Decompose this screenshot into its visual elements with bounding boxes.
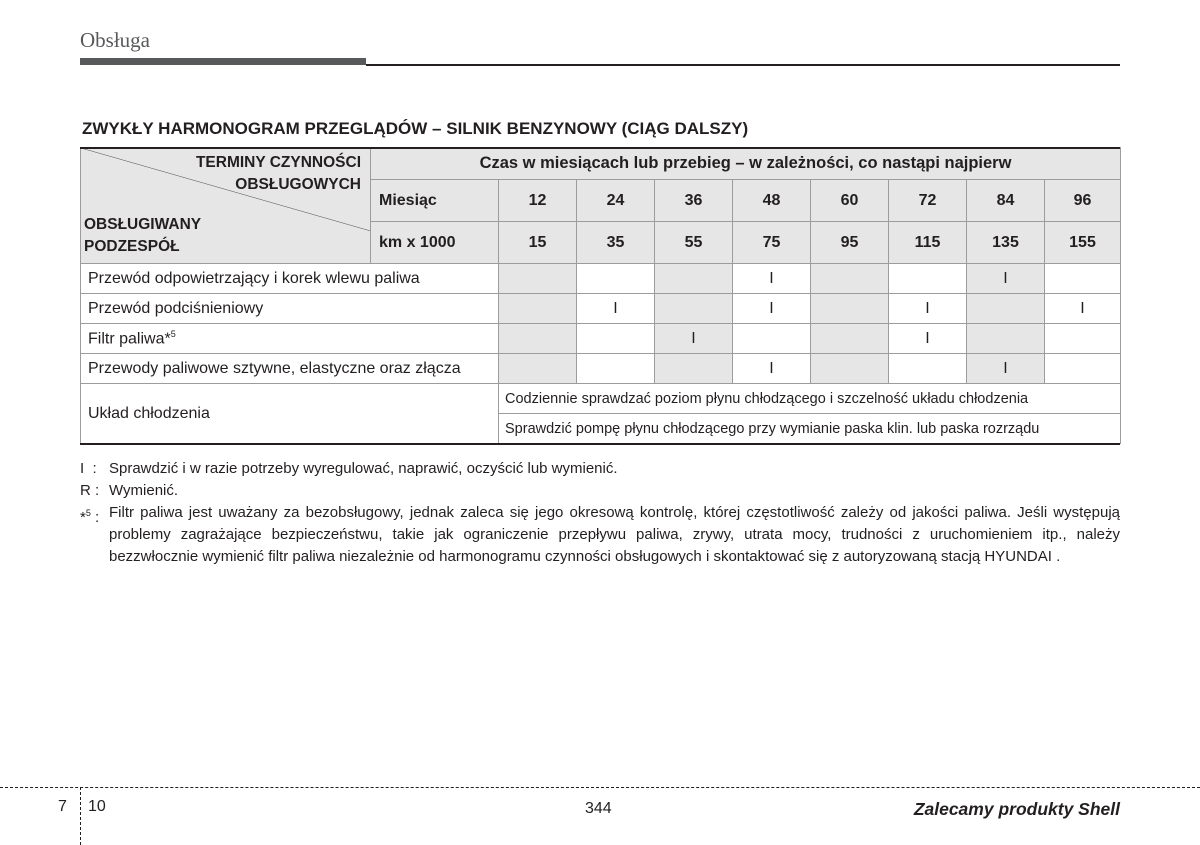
footnote-marker: 5 <box>170 328 176 339</box>
km-label: km x 1000 <box>371 222 499 264</box>
month-value: 84 <box>967 180 1045 222</box>
km-value: 155 <box>1045 222 1121 264</box>
schedule-cell <box>811 264 889 294</box>
month-value: 72 <box>889 180 967 222</box>
row-label-text: Filtr paliwa* <box>88 330 171 348</box>
chapter-number: 7 <box>58 798 67 815</box>
legend-notes <box>80 458 1120 568</box>
legend-item <box>80 480 1120 502</box>
km-value: 75 <box>733 222 811 264</box>
schedule-cell <box>889 264 967 294</box>
row-label: Przewód podciśnieniowy <box>81 294 499 324</box>
legend-key <box>80 502 109 568</box>
schedule-cell: I <box>733 294 811 324</box>
component-header-line1: OBSŁUGIWANY <box>84 216 202 233</box>
km-value: 95 <box>811 222 889 264</box>
table-row <box>81 294 1121 324</box>
schedule-header-line1: TERMINY CZYNNOŚCI <box>195 154 361 171</box>
month-value: 48 <box>733 180 811 222</box>
table-top-border <box>80 147 1120 149</box>
legend-key <box>80 458 109 480</box>
schedule-cell <box>889 354 967 384</box>
page-number: 10 <box>88 798 106 815</box>
legend-item <box>80 458 1120 480</box>
table-title: ZWYKŁY HARMONOGRAM PRZEGLĄDÓW – SILNIK BENZYNOWY (CIĄG DALSZY) <box>82 119 749 138</box>
schedule-cell: I <box>733 264 811 294</box>
schedule-cell <box>811 294 889 324</box>
schedule-cell <box>1045 324 1121 354</box>
km-value: 115 <box>889 222 967 264</box>
schedule-cell <box>811 354 889 384</box>
interval-span-header: Czas w miesiącach lub przebieg – w zależności, co nastąpi najpierw <box>371 148 1121 180</box>
schedule-cell: I <box>889 294 967 324</box>
footer-slogan: Zalecamy produkty Shell <box>913 799 1120 819</box>
schedule-cell <box>1045 354 1121 384</box>
legend-text: Sprawdzić i w razie potrzeby wyregulować, naprawić, oczyścić lub wymienić. <box>109 460 618 477</box>
schedule-cell <box>499 324 577 354</box>
schedule-cell: I <box>889 324 967 354</box>
component-header-label <box>84 214 201 258</box>
schedule-cell <box>967 324 1045 354</box>
header-rule <box>366 64 1120 66</box>
month-value: 96 <box>1045 180 1121 222</box>
km-value: 15 <box>499 222 577 264</box>
table-row <box>81 264 1121 294</box>
schedule-cell: I <box>577 294 655 324</box>
schedule-cell <box>577 354 655 384</box>
legend-text: Wymienić. <box>109 482 179 499</box>
row-label: Przewody paliwowe sztywne, elastyczne oraz złącza <box>81 354 499 384</box>
schedule-cell <box>811 324 889 354</box>
legend-key-text: R <box>80 482 91 499</box>
legend-sep: : <box>95 482 100 499</box>
cooling-row <box>81 384 1121 414</box>
legend-key-text: I <box>80 460 85 477</box>
schedule-cell <box>655 354 733 384</box>
header-bar <box>80 58 366 65</box>
schedule-cell <box>1045 264 1121 294</box>
km-value: 55 <box>655 222 733 264</box>
legend-text: Filtr paliwa jest uważany za bezobsługowy, jednak zaleca się jego okresową kontrolę, której częstotliwość zależy od jakości paliwa. Jeśli występują problemy zagrażające bezpieczeństwu, takie jak ograniczenie przepływu paliwa, zrywy, utrata mocy, trudności z uruchomieniem itp., należy bezzwłocznie wymienić filtr paliwa niezależnie od harmonogramu czynności obsługowych i skontaktować się z autoryzowaną stacją HYUNDAI . <box>109 504 1120 565</box>
diagonal-header-cell <box>81 148 371 264</box>
schedule-header-label <box>196 152 361 196</box>
schedule-cell <box>577 264 655 294</box>
month-value: 24 <box>577 180 655 222</box>
row-label: Układ chłodzenia <box>81 384 499 444</box>
schedule-cell: I <box>655 324 733 354</box>
schedule-cell: I <box>1045 294 1121 324</box>
month-value: 36 <box>655 180 733 222</box>
schedule-cell: I <box>733 354 811 384</box>
section-header: Obsługa <box>80 28 150 52</box>
row-label <box>81 324 499 354</box>
legend-key <box>80 480 109 502</box>
footer-divider <box>0 787 1200 788</box>
schedule-cell <box>499 264 577 294</box>
legend-sep: : <box>95 509 100 526</box>
schedule-cell: I <box>967 264 1045 294</box>
schedule-cell: I <box>967 354 1045 384</box>
legend-sep: : <box>92 460 97 477</box>
schedule-cell <box>499 354 577 384</box>
km-value: 135 <box>967 222 1045 264</box>
pdf-page-number: 344 <box>585 800 612 817</box>
cooling-note: Sprawdzić pompę płynu chłodzącego przy wymianie paska klin. lub paska rozrządu <box>499 414 1121 444</box>
month-value: 12 <box>499 180 577 222</box>
schedule-cell <box>655 294 733 324</box>
table-row <box>81 354 1121 384</box>
cooling-note: Codziennie sprawdzać poziom płynu chłodzącego i szczelność układu chłodzenia <box>499 384 1121 414</box>
footer-vertical-divider <box>80 787 81 845</box>
month-label: Miesiąc <box>371 180 499 222</box>
legend-key-text: * <box>80 509 86 526</box>
table-bottom-border <box>80 443 1120 445</box>
schedule-header-line2: OBSŁUGOWYCH <box>235 176 361 193</box>
table-row <box>81 324 1121 354</box>
footnote-marker: 5 <box>85 508 91 518</box>
schedule-cell <box>967 294 1045 324</box>
schedule-cell <box>733 324 811 354</box>
km-value: 35 <box>577 222 655 264</box>
schedule-cell <box>655 264 733 294</box>
maintenance-table <box>80 147 1121 444</box>
row-label: Przewód odpowietrzający i korek wlewu paliwa <box>81 264 499 294</box>
component-header-line2: PODZESPÓŁ <box>84 238 180 255</box>
month-value: 60 <box>811 180 889 222</box>
schedule-cell <box>499 294 577 324</box>
legend-item <box>80 502 1120 568</box>
schedule-cell <box>577 324 655 354</box>
